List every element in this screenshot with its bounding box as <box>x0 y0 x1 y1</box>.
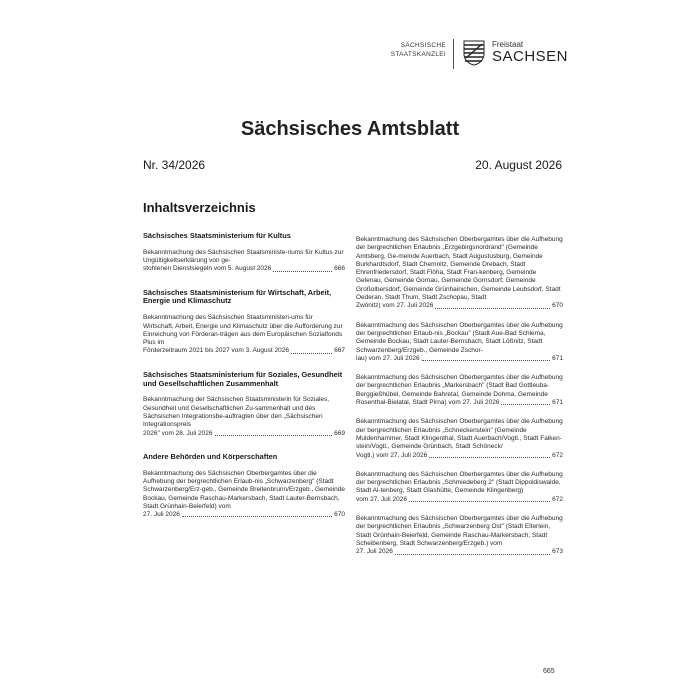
entry-text-last: Zwönitz) vom 27. Juli 2026 <box>356 302 434 310</box>
toc-entry[interactable] <box>356 418 563 459</box>
leader-dots <box>291 353 332 354</box>
entry-text: Bekanntmachung des Sächsischen Oberbergamtes über die Aufhebung der bergrechtlichen Erlaubnis „Schwarzenberg Ost" (Stadt Elterlein, Stadt Grünhain-Beierfeld, Gemeinde Raschau-Markersbach, Stadt Scheibenberg, Stadt Schwarzenberg/Erzgeb.) vom <box>356 515 563 547</box>
toc-section <box>143 289 345 356</box>
entry-text-last: stohlenen Dienstsiegeln vom 5. August 2026 <box>143 265 272 273</box>
section-heading: Sächsisches Staatsministerium für Soziales, Gesundheit und Gesellschaftlichen Zusammenhalt <box>143 369 343 388</box>
toc-entry[interactable] <box>143 249 345 274</box>
toc-entry[interactable] <box>143 314 345 355</box>
leader-dots <box>429 457 550 458</box>
sachsen-text: SACHSEN <box>492 48 569 65</box>
entry-text-last: 27. Juli 2026 <box>356 548 393 556</box>
toc-section <box>143 453 345 520</box>
leader-dots <box>501 404 550 405</box>
entry-page: 669 <box>334 429 345 437</box>
issue-number: Nr. 34/2026 <box>143 158 206 172</box>
entry-page: 666 <box>334 265 345 273</box>
toc-entry[interactable] <box>356 236 563 311</box>
issue-date: 20. August 2026 <box>475 158 562 172</box>
toc-entry[interactable] <box>356 471 563 504</box>
freistaat-text: Freistaat <box>492 40 524 49</box>
leader-dots <box>395 554 550 555</box>
section-heading: Sächsisches Staatsministerium für Wirtschaft, Arbeit, Energie und Klimaschutz <box>143 287 332 306</box>
entry-page: 673 <box>552 548 563 556</box>
leader-dots <box>435 308 550 309</box>
toc-heading: Inhaltsverzeichnis <box>143 200 256 215</box>
page-number: 665 <box>543 668 555 675</box>
leader-dots <box>409 501 550 502</box>
leader-dots <box>182 516 332 517</box>
toc-section <box>143 371 345 438</box>
section-heading: Andere Behörden und Körperschaften <box>143 451 278 461</box>
toc-section <box>143 232 345 274</box>
toc-left-column <box>143 232 345 534</box>
logo-divider <box>453 39 454 69</box>
entry-text-last: 2026" vom 28. Juli 2026 <box>143 429 213 437</box>
entry-text: Bekanntmachung des Sächsischen Oberbergamtes über die Aufhebung der bergrechtlichen Erlaubnis „Erzgebirgsnordrand" (Gemeinde Amtsberg, Ge-meinde Auerbach, Stadt Augustusburg, Gemeinde Burkhardtsdorf, Stadt Chemnitz, Gemeinde Drebach, Stadt Ehrenfriedersdorf, Stadt Flöha, Stadt Fran-kenberg, Gemeinde Gelenau, Gemeinde Gornau, Gemeinde Gornsdorf, Gemeinde Großolbersdorf, Gemeinde Grünhainichen, Gemeinde Leubsdorf, Stadt Oederan, Stadt Thum, Stadt Zschopau, Stadt <box>356 236 563 302</box>
entry-page: 672 <box>552 451 563 459</box>
toc-entry[interactable] <box>356 515 563 556</box>
leader-dots <box>273 271 332 272</box>
toc-entry[interactable] <box>143 470 345 520</box>
leader-dots <box>422 360 551 361</box>
document-title: Sächsisches Amtsblatt <box>240 118 460 140</box>
section-heading: Sächsisches Staatsministerium für Kultus <box>143 231 291 240</box>
entry-text-last: 27. Juli 2026 <box>143 511 180 519</box>
entry-text: Bekanntmachung des Sächsischen Oberbergamtes über die Aufhebung der bergrechtlichen Erlaubnis „Markersbach" (Stadt Bad Gottleuba-Berggießhübel, Gemeinde Bahretal, Gemeinde Dohma, Gemeinde <box>356 374 563 398</box>
leader-dots <box>215 435 333 436</box>
entry-page: 667 <box>334 347 345 355</box>
entry-text-last: Förderzeitraum 2021 bis 2027 vom 3. August 2026 <box>143 347 289 355</box>
entry-text: Bekanntmachung des Sächsischen Oberbergamtes über die Aufhebung der bergrechtlichen Erlaub-nis „Schwarzenberg" (Stadt Schwarzenberg/Erz-geb., Gemeinde Breitenbrunn/Erzgeb., Gemeinde Bockau, Gemeinde Raschau-Markersbach, Stadt Lauter-Bernsbach, Stadt Grünhain-Beierfeld) vom <box>143 469 345 510</box>
toc-entry[interactable] <box>356 374 563 407</box>
entry-text-last: vom 27. Juli 2026 <box>356 495 407 503</box>
entry-page: 672 <box>552 495 563 503</box>
entry-page: 671 <box>552 354 563 362</box>
entry-text-last: Rosenthal-Bielatal, Stadt Pirna) vom 27. Juli 2026 <box>356 399 500 407</box>
saxony-crest-icon <box>463 40 485 66</box>
staatskanzlei-logo <box>384 41 446 59</box>
staatskanzlei-line1: SÄCHSISCHE <box>400 42 446 49</box>
toc-right-column <box>356 236 563 568</box>
toc-entry[interactable] <box>356 322 563 363</box>
entry-text: Bekanntmachung des Sächsischen Oberbergamtes über die Aufhebung der bergrechtlichen Erlaubnis „Schmiedeberg 2" (Stadt Dippoldiswalde, Stadt Al-tenberg, Stadt Glashütte, Gemeinde Klingenberg) <box>356 470 563 495</box>
staatskanzlei-line2: STAATSKANZLEI <box>390 51 446 58</box>
entry-text: Bekanntmachung des Sächsischen Oberbergamtes über die Aufhebung der bergrechtlichen Erlaub-nis „Bockau" (Stadt Aue-Bad Schlema, Gemeinde Bockau, Stadt Lauter-Bernsbach, Stadt Lößnitz, Stadt Schwarzenberg/Erzgeb., Gemeinde Zschor- <box>356 321 563 354</box>
entry-text-last: lau) vom 27. Juli 2026 <box>356 354 420 362</box>
toc-entry[interactable] <box>143 396 345 437</box>
entry-text: Bekanntmachung des Sächsischen Staatsministe-riums für Kultus zur Ungültigkeitserklärung von ge- <box>143 248 344 265</box>
entry-page: 670 <box>552 302 563 310</box>
entry-text: Bekanntmachung des Sächsischen Oberbergamtes über die Aufhebung der bergrechtlichen Erlaubnis „Schneckenstein" (Gemeinde Muldenhammer, Stadt Klingenthal, Stadt Auerbach/Vogtl., Stadt Falken-stein/Vogtl., Gemeinde Grünbach, Stadt Schöneck/ <box>356 418 563 451</box>
entry-page: 670 <box>334 511 345 519</box>
entry-page: 671 <box>552 399 563 407</box>
entry-text: Bekanntmachung der Sächsischen Staatsministerin für Soziales, Gesundheit und Gesellschaftlichen Zu-sammenhalt und des Sächsischen Integrationsbe-auftragten über den „Sächsischen Integrationspreis <box>143 396 330 429</box>
entry-text-last: Vogtl.) vom 27. Juli 2026 <box>356 451 428 459</box>
entry-text: Bekanntmachung des Sächsischen Staatsministeri-ums für Wirtschaft, Arbeit, Energie und Klimaschutz über die Aufforderung zur Einreichung von Förderan-trägen aus dem Europäischen Sozialfonds Plus im <box>143 314 343 347</box>
